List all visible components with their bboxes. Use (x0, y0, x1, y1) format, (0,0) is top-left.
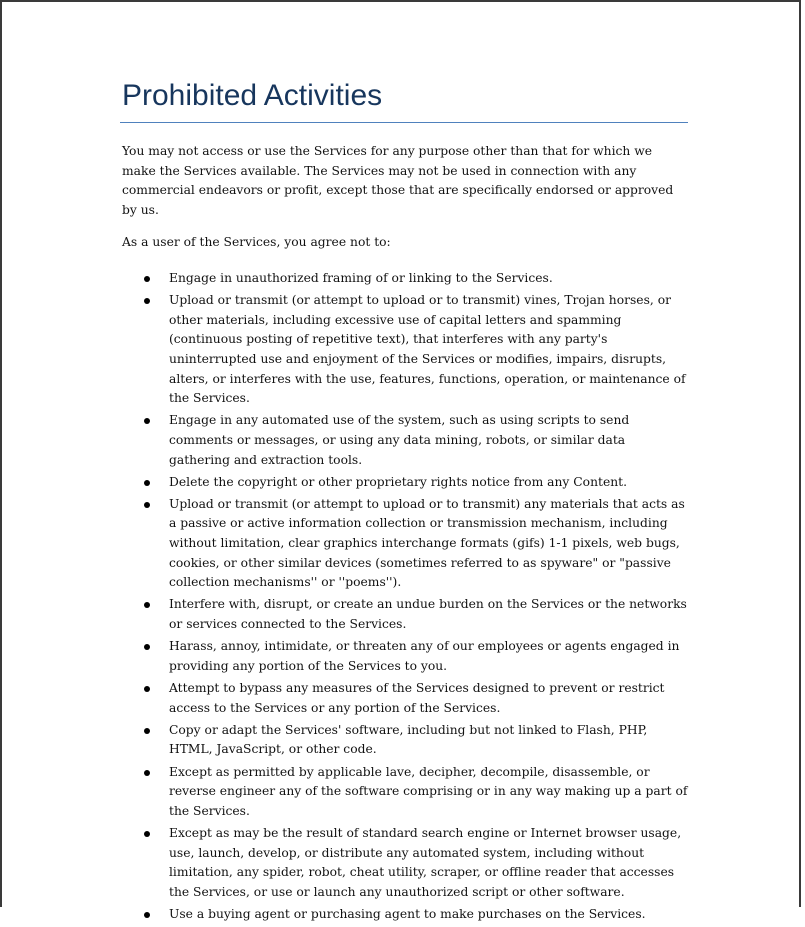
bullet-icon (144, 276, 150, 282)
bullet-icon (144, 728, 150, 734)
list-item (120, 905, 688, 925)
list-item (120, 763, 688, 822)
bullet-icon (144, 480, 150, 486)
bullet-icon (144, 831, 150, 837)
bullet-icon (144, 298, 150, 304)
agree-statement: As a user of the Services, you agree not to: (122, 235, 391, 250)
list-item (120, 637, 688, 676)
list-item (120, 411, 688, 470)
list-item-text: Except as may be the result of standard search engine or Internet browser usage, use, launch, develop, or distribute any automated system, including without limitation, any spider, robot, cheat utility, scraper, or offline reader that accesses the Services, or use or launch any unauthorized script or other software. (169, 825, 682, 899)
list-item-text: Engage in unauthorized framing of or linking to the Services. (169, 270, 553, 285)
list-item (120, 721, 688, 760)
list-item-text: Engage in any automated use of the system, such as using scripts to send comments or messages, or using any data mining, robots, or similar data gathering and extraction tools. (169, 413, 630, 467)
bullet-icon (144, 686, 150, 692)
bullet-icon (144, 912, 150, 918)
list-item-text: Upload or transmit (or attempt to upload or to transmit) vines, Trojan horses, or other materials, including excessive use of capital letters and spamming (continuous posting of repetitive text), that interferes with any party's uninterrupted use and enjoyment of the Services or modifies, impairs, disrupts, alters, or interferes with the use, features, functions, operation, or maintenance of the Services. (169, 293, 686, 406)
list-item-text: Attempt to bypass any measures of the Services designed to prevent or restrict access to the Services or any portion of the Services. (169, 681, 665, 715)
page-title: Prohibited Activities (120, 76, 688, 123)
bullet-icon (144, 770, 150, 776)
list-item (120, 473, 688, 493)
bullet-icon (144, 602, 150, 608)
list-item (120, 595, 688, 634)
list-item-text: Upload or transmit (or attempt to upload or to transmit) any materials that acts as a passive or active information collection or transmission mechanism, including without limitation, clear graphics interchange formats (gifs) 1-1 pixels, web bugs, cookies, or other similar devices (sometimes referred to as spyware" or "passive collection mechanisms'' or ''poems''). (169, 496, 685, 590)
prohibited-list (120, 269, 688, 925)
list-item-text: Except as permitted by applicable lave, decipher, decompile, disassemble, or reverse engineer any of the software comprising or in any way making up a part of the Services. (169, 764, 688, 818)
list-item-text: Delete the copyright or other proprietary rights notice from any Content. (169, 474, 627, 489)
list-item (120, 291, 688, 409)
list-item (120, 824, 688, 902)
document-body (120, 76, 688, 927)
bullet-icon (144, 502, 150, 508)
intro-paragraph: You may not access or use the Services for any purpose other than that for which we make the Services available. The Services may not be used in connection with any commercial endeavors or profit, except those that are specifically endorsed or approved by us. (122, 144, 674, 217)
list-item-text: Use a buying agent or purchasing agent to make purchases on the Services. (169, 906, 646, 921)
list-item (120, 269, 688, 289)
list-item (120, 495, 688, 593)
list-item-text: Interfere with, disrupt, or create an undue burden on the Services or the networks or services connected to the Services. (169, 597, 687, 632)
bullet-icon (144, 418, 150, 424)
list-item-text: Copy or adapt the Services' software, including but not linked to Flash, PHP, HTML, JavaScript, or other code. (169, 722, 648, 757)
bullet-icon (144, 644, 150, 650)
list-item-text: Harass, annoy, intimidate, or threaten any of our employees or agents engaged in providing any portion of the Services to you. (169, 639, 680, 673)
list-item (120, 679, 688, 718)
